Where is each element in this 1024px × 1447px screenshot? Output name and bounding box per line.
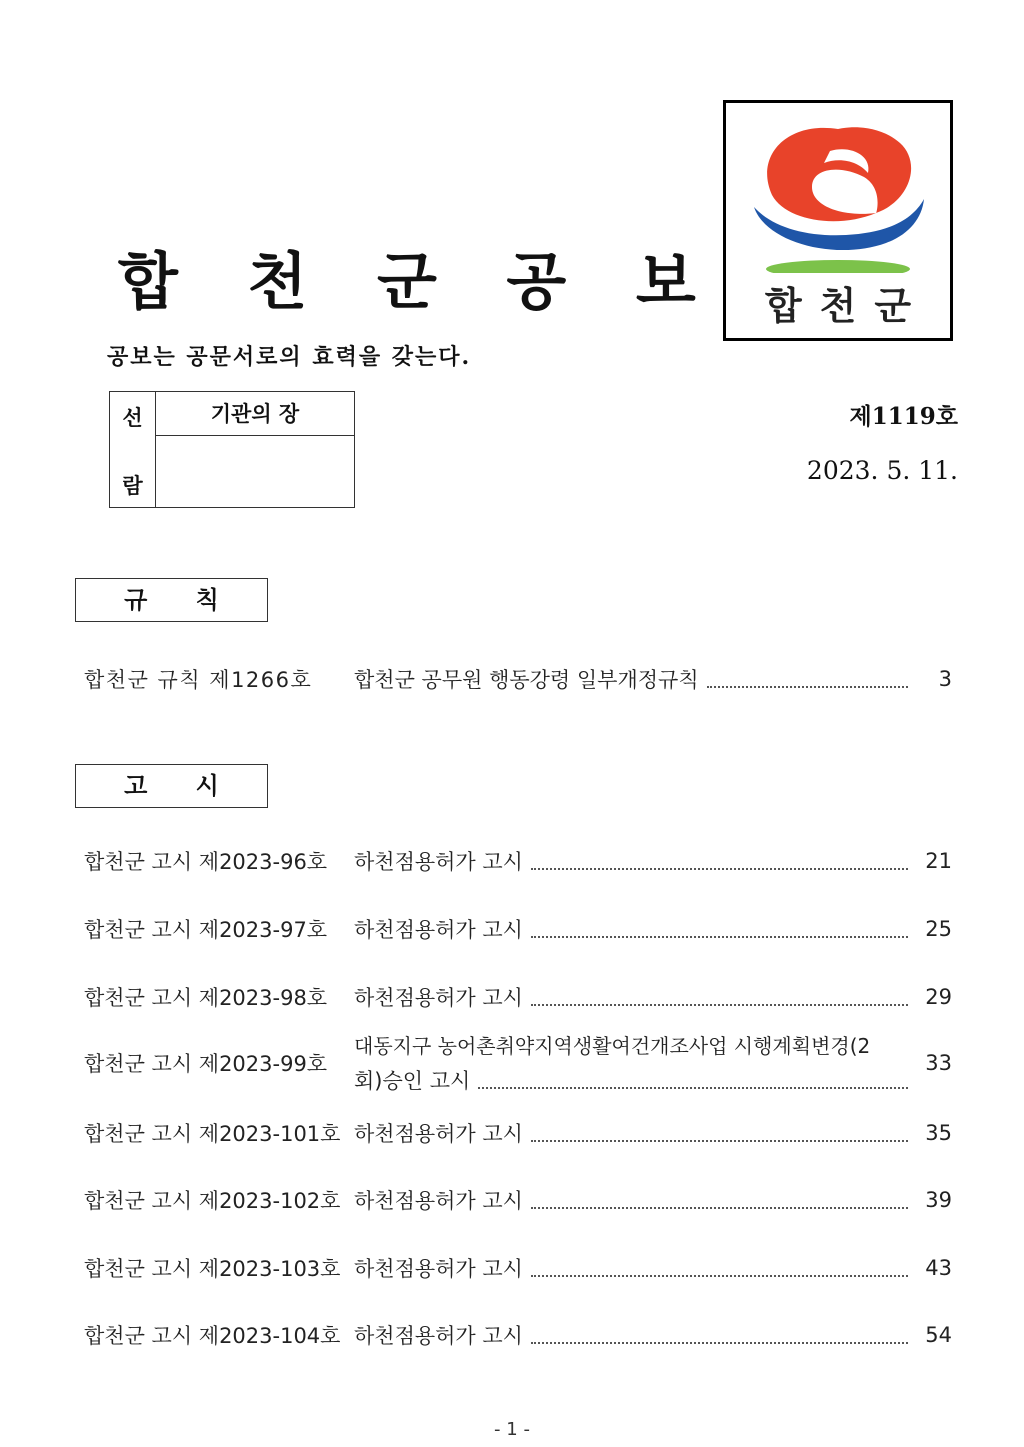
entry-title-line1: 대동지구 농어촌취약지역생활여건개조사업 시행계획변경(2 bbox=[354, 1034, 871, 1058]
entry-page: 43 bbox=[925, 1256, 952, 1280]
entry-title: 하천점용허가 고시 bbox=[354, 1324, 523, 1348]
page-title: 합 천 군 공 보 bbox=[118, 245, 720, 318]
toc-entry[interactable] bbox=[84, 914, 952, 944]
entry-page: 33 bbox=[925, 1050, 952, 1075]
leader-dots bbox=[531, 1275, 908, 1277]
leader-dots bbox=[707, 686, 908, 688]
review-box bbox=[109, 391, 355, 508]
issue-number: 제1119호 bbox=[849, 403, 958, 430]
leader-dots bbox=[531, 1004, 908, 1006]
entry-title-line2: 회)승인 고시 bbox=[354, 1069, 471, 1093]
entry-title: 하천점용허가 고시 bbox=[354, 986, 523, 1010]
leader-dots bbox=[531, 1140, 908, 1142]
section-heading-rules: 규 칙 bbox=[75, 578, 268, 622]
page-number: - 1 - bbox=[494, 1419, 530, 1440]
toc-entry[interactable] bbox=[84, 1185, 952, 1215]
entry-page: 21 bbox=[925, 849, 952, 873]
leader-dots bbox=[531, 1342, 908, 1344]
section-heading-notices: 고 시 bbox=[75, 764, 268, 808]
entry-number: 합천군 고시 제2023-96호 bbox=[84, 850, 328, 874]
logo-text: 합천군 bbox=[764, 284, 930, 328]
review-side-column bbox=[110, 392, 156, 507]
leader-dots bbox=[478, 1087, 908, 1089]
entry-number: 합천군 규칙 제1266호 bbox=[84, 668, 313, 692]
entry-number: 합천군 고시 제2023-103호 bbox=[84, 1257, 341, 1281]
toc-entry[interactable] bbox=[84, 1030, 952, 1095]
entry-title: 하천점용허가 고시 bbox=[354, 850, 523, 874]
entry-number: 합천군 고시 제2023-104호 bbox=[84, 1324, 341, 1348]
review-side-top: 선 bbox=[122, 405, 143, 430]
entry-page: 3 bbox=[938, 667, 952, 691]
county-logo bbox=[723, 100, 953, 341]
entry-title: 하천점용허가 고시 bbox=[354, 918, 523, 942]
leader-dots bbox=[531, 936, 908, 938]
entry-number: 합천군 고시 제2023-101호 bbox=[84, 1122, 341, 1146]
entry-number: 합천군 고시 제2023-102호 bbox=[84, 1189, 341, 1213]
entry-title: 하천점용허가 고시 bbox=[354, 1257, 523, 1281]
toc-entry[interactable] bbox=[84, 1253, 952, 1283]
entry-page: 39 bbox=[925, 1188, 952, 1212]
entry-page: 35 bbox=[925, 1121, 952, 1145]
entry-page: 25 bbox=[925, 917, 952, 941]
toc-entry[interactable] bbox=[84, 664, 952, 694]
entry-number: 합천군 고시 제2023-99호 bbox=[84, 1051, 328, 1076]
toc-entry[interactable] bbox=[84, 1320, 952, 1350]
toc-entry[interactable] bbox=[84, 846, 952, 876]
entry-title: 하천점용허가 고시 bbox=[354, 1122, 523, 1146]
leader-dots bbox=[531, 868, 908, 870]
issue-date: 2023. 5. 11. bbox=[806, 456, 958, 485]
entry-title: 합천군 공무원 행동강령 일부개정규칙 bbox=[354, 668, 699, 692]
review-side-bottom: 람 bbox=[122, 473, 143, 498]
entry-number: 합천군 고시 제2023-97호 bbox=[84, 918, 328, 942]
page-subtitle: 공보는 공문서로의 효력을 갖는다. bbox=[107, 344, 472, 370]
entry-title: 하천점용허가 고시 bbox=[354, 1189, 523, 1213]
toc-entry[interactable] bbox=[84, 1118, 952, 1148]
county-emblem-icon bbox=[726, 103, 950, 273]
review-header: 기관의 장 bbox=[156, 392, 354, 436]
entry-page: 29 bbox=[925, 985, 952, 1009]
entry-page: 54 bbox=[925, 1323, 952, 1347]
toc-entry[interactable] bbox=[84, 982, 952, 1012]
leader-dots bbox=[531, 1207, 908, 1209]
entry-number: 합천군 고시 제2023-98호 bbox=[84, 986, 328, 1010]
